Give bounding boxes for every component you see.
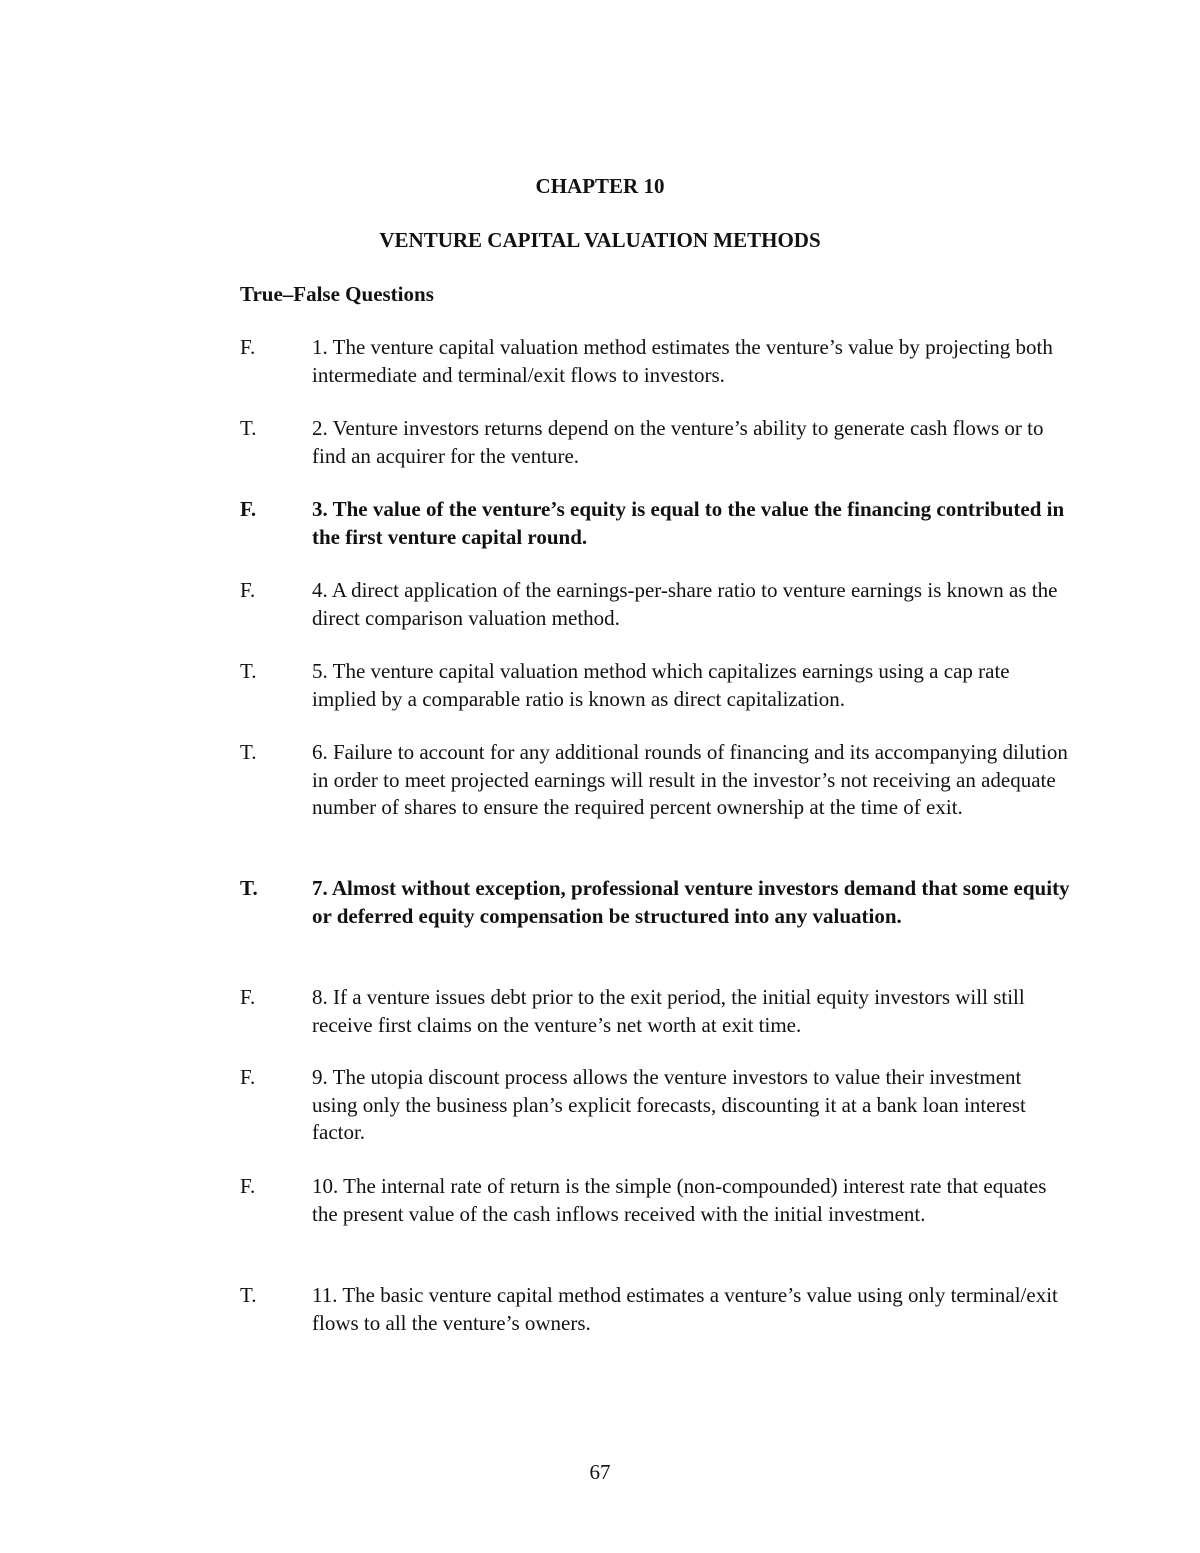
question-text: 5. The venture capital valuation method which capitalizes earnings using a cap rate implied by a comparable ratio is known as direct capitalization.	[312, 659, 1010, 711]
answer-label: F.	[240, 985, 256, 1009]
section-heading: True–False Questions	[240, 282, 434, 306]
answer-label: F.	[240, 497, 257, 521]
question-text: 11. The basic venture capital method estimates a venture’s value using only terminal/exit flows to all the venture’s owners.	[312, 1283, 1058, 1335]
chapter-title: VENTURE CAPITAL VALUATION METHODS	[379, 228, 821, 252]
page-number: 67	[589, 1460, 611, 1484]
question-text: 2. Venture investors returns depend on the venture’s ability to generate cash flows or to find an acquirer for the venture.	[312, 416, 1044, 468]
answer-label: T.	[240, 1283, 257, 1307]
question-text: 3. The value of the venture’s equity is equal to the value the financing contributed in the first venture capital round.	[312, 497, 1065, 549]
answer-label: T.	[240, 416, 257, 440]
answer-label: F.	[240, 335, 256, 359]
chapter-heading: CHAPTER 10	[535, 174, 665, 198]
answer-label: F.	[240, 1174, 256, 1198]
answer-label: T.	[240, 659, 257, 683]
question-text: 6. Failure to account for any additional rounds of financing and its accompanying dilution in order to meet projected earnings will result in the investor’s not receiving an adequate number of shares to ensure the required percent ownership at the time of exit.	[312, 740, 1068, 819]
question-text: 4. A direct application of the earnings-per-share ratio to venture earnings is known as the direct comparison valuation method.	[312, 578, 1058, 630]
question-text: 8. If a venture issues debt prior to the exit period, the initial equity investors will still receive first claims on the venture’s net worth at exit time.	[312, 985, 1025, 1037]
answer-label: T.	[240, 740, 257, 764]
question-text: 1. The venture capital valuation method estimates the venture’s value by projecting both intermediate and terminal/exit flows to investors.	[312, 335, 1053, 387]
question-text: 7. Almost without exception, professional venture investors demand that some equity or deferred equity compensation be structured into any valuation.	[312, 876, 1070, 928]
answer-label: F.	[240, 578, 256, 602]
question-text: 9. The utopia discount process allows the venture investors to value their investment using only the business plan’s explicit forecasts, discounting it at a bank loan interest factor.	[312, 1065, 1026, 1144]
question-text: 10. The internal rate of return is the simple (non-compounded) interest rate that equates the present value of the cash inflows received with the initial investment.	[312, 1174, 1047, 1226]
answer-label: F.	[240, 1065, 256, 1089]
answer-label: T.	[240, 876, 258, 900]
